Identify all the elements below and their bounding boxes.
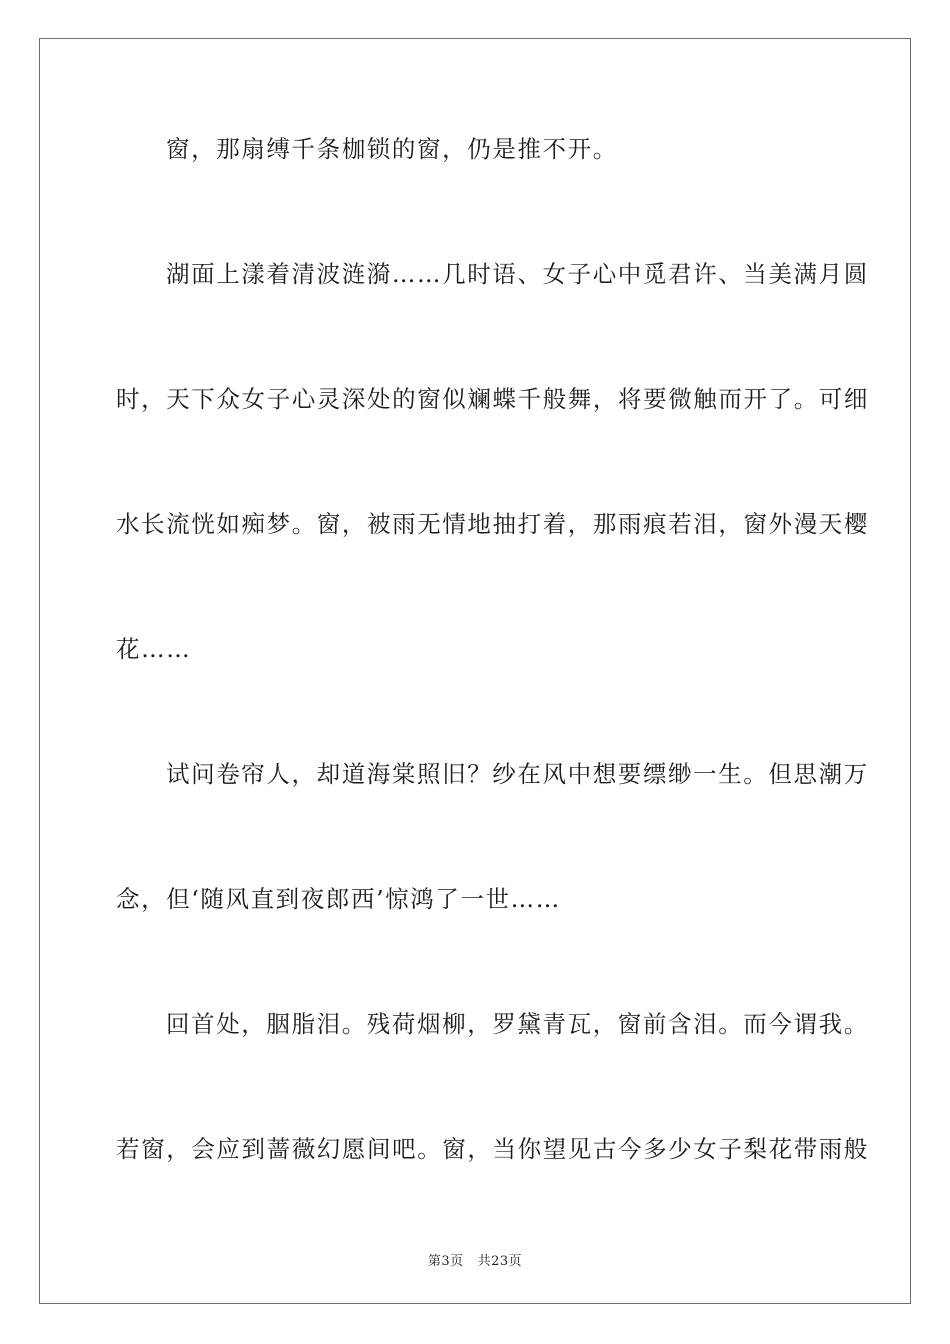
paragraph-line: 试问卷帘人，却道海棠照旧？纱在风中想要缥缈一生。但思潮万 <box>166 760 869 788</box>
paragraph-line: 湖面上漾着清波涟漪……几时语、女子心中觅君许、当美满月圆 <box>166 260 869 288</box>
paragraph-line: 花…… <box>116 635 192 663</box>
page-total: 共23页 <box>477 1254 523 1269</box>
page-border <box>39 38 911 1304</box>
paragraph-line: 水长流恍如痴梦。窗，被雨无情地抽打着，那雨痕若泪，窗外漫天樱 <box>116 510 869 538</box>
paragraph-line: 时，天下众女子心灵深处的窗似斓蝶千般舞，将要微触而开了。可细 <box>116 385 869 413</box>
paragraph-line: 念，但‘随风直到夜郎西’惊鸿了一世…… <box>116 885 561 913</box>
paragraph-line: 若窗，会应到蔷薇幻愿间吧。窗，当你望见古今多少女子梨花带雨般 <box>116 1135 869 1163</box>
page-number: 第3页 <box>427 1254 464 1269</box>
paragraph-line: 窗，那扇缚千条枷锁的窗，仍是推不开。 <box>166 135 618 163</box>
paragraph-line: 回首处，胭脂泪。残荷烟柳，罗黛青瓦，窗前含泪。而今谓我。 <box>166 1010 869 1038</box>
page-footer <box>0 1250 950 1269</box>
